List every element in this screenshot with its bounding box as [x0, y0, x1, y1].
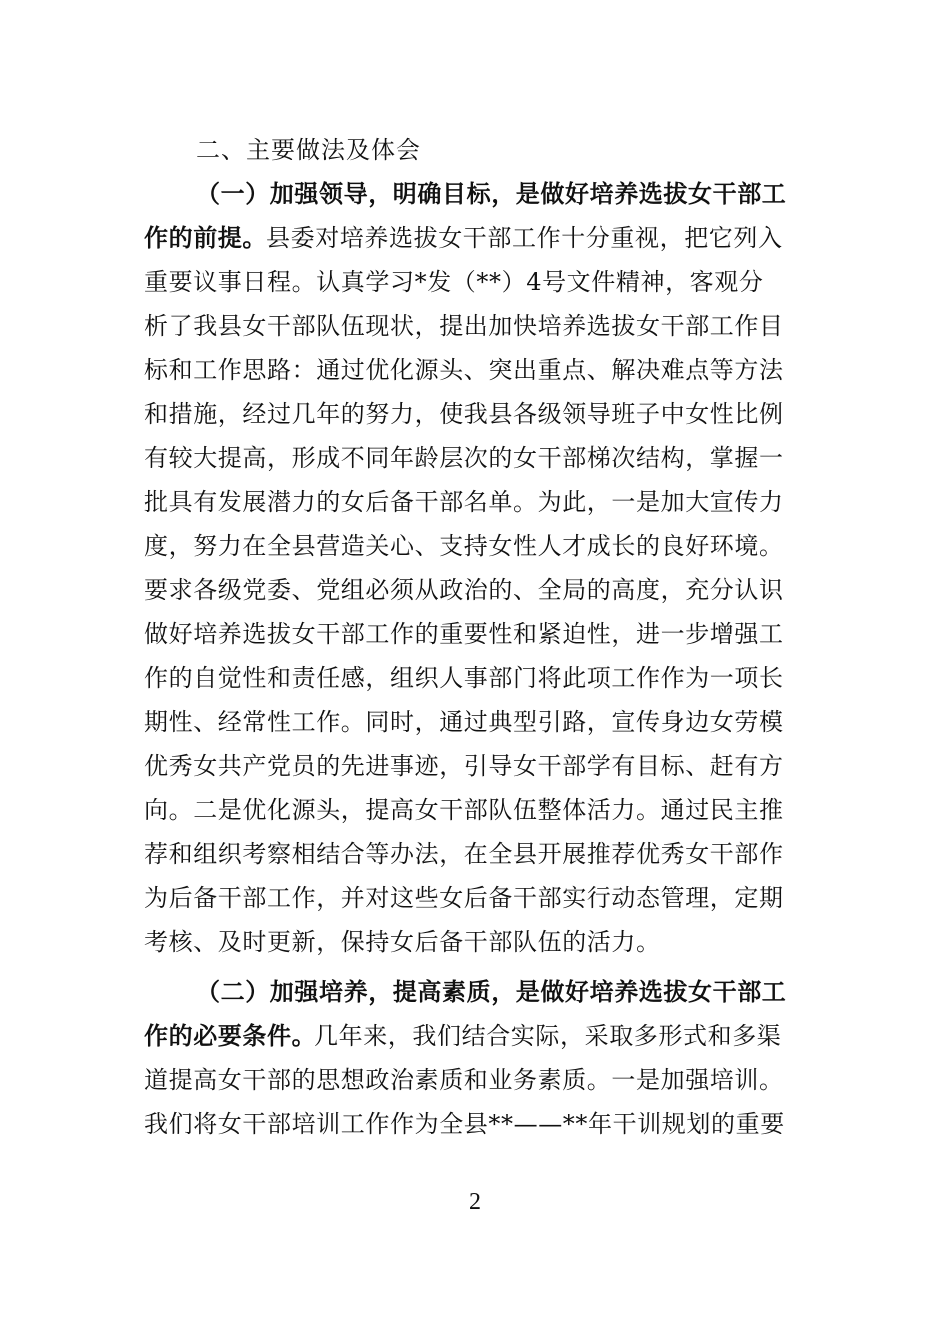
paragraph1-line [0, 656, 950, 700]
text-line: 向。二是优化源头，提高女干部队伍整体活力。通过民主推 [144, 796, 784, 824]
text-line: 做好培养选拔女干部工作的重要性和紧迫性，进一步增强工 [144, 620, 784, 648]
section-heading-line [0, 128, 950, 172]
paragraph1-line [0, 744, 950, 788]
text-line: 有较大提高，形成不同年龄层次的女干部梯次结构，掌握一 [144, 444, 784, 472]
text-line: 道提高女干部的思想政治素质和业务素质。一是加强培训。 [144, 1066, 784, 1094]
text-line: 标和工作思路：通过优化源头、突出重点、解决难点等方法 [144, 356, 784, 384]
text-line: 重要议事日程。认真学习*发（**）4号文件精神，客观分 [144, 268, 764, 296]
text-line: 我们将女干部培训工作作为全县**——**年干训规划的重要 [144, 1110, 785, 1138]
section-heading: 二、主要做法及体会 [196, 136, 421, 164]
paragraph1-line [0, 260, 950, 304]
paragraph1-lead-bold-cont: 作的前提。 [144, 223, 267, 252]
paragraph1-line [0, 436, 950, 480]
paragraph1-line [0, 700, 950, 744]
text-line: 荐和组织考察相结合等办法，在全县开展推荐优秀女干部作 [144, 840, 784, 868]
paragraph1-line [0, 568, 950, 612]
page-number: 2 [469, 1189, 481, 1215]
paragraph2-line [0, 1058, 950, 1102]
text-line: 为后备干部工作，并对这些女后备干部实行动态管理，定期 [144, 884, 784, 912]
paragraph2-lead-line [0, 970, 950, 1014]
paragraph1-lead-bold: （一）加强领导，明确目标，是做好培养选拔女干部工 [196, 179, 787, 208]
paragraph2-lead-bold: （二）加强培养，提高素质，是做好培养选拔女干部工 [196, 977, 787, 1006]
text-line: 优秀女共产党员的先进事迹，引导女干部学有目标、赶有方 [144, 752, 784, 780]
paragraph1-line [0, 832, 950, 876]
paragraph1-line [0, 216, 950, 260]
text-line: 期性、经常性工作。同时，通过典型引路，宣传身边女劳模 [144, 708, 784, 736]
text-line: 考核、及时更新，保持女后备干部队伍的活力。 [144, 928, 661, 956]
paragraph2-lead-bold-cont: 作的必要条件。 [144, 1021, 317, 1050]
paragraph1-line [0, 920, 950, 964]
text-line: 作的自觉性和责任感，组织人事部门将此项工作作为一项长 [144, 664, 784, 692]
paragraph2-line2-rest: 几年来，我们结合实际，采取多形式和多渠 [314, 1022, 782, 1050]
text-line: 和措施，经过几年的努力，使我县各级领导班子中女性比例 [144, 400, 784, 428]
paragraph1-line2-rest: 县委对培养选拔女干部工作十分重视，把它列入 [266, 224, 783, 252]
text-line: 批具有发展潜力的女后备干部名单。为此，一是加大宣传力 [144, 488, 784, 516]
text-line: 析了我县女干部队伍现状，提出加快培养选拔女干部工作目 [144, 312, 784, 340]
paragraph1-line [0, 304, 950, 348]
text-line: 度，努力在全县营造关心、支持女性人才成长的良好环境。 [144, 532, 784, 560]
paragraph1-line [0, 524, 950, 568]
paragraph2-line [0, 1102, 950, 1146]
paragraph1-line [0, 612, 950, 656]
paragraph1-line [0, 392, 950, 436]
paragraph1-line [0, 876, 950, 920]
paragraph1-line [0, 480, 950, 524]
paragraph1-line [0, 348, 950, 392]
paragraph1-lead-line [0, 172, 950, 216]
paragraph2-line [0, 1014, 950, 1058]
text-line: 要求各级党委、党组必须从政治的、全局的高度，充分认识 [144, 576, 784, 604]
paragraph1-line [0, 788, 950, 832]
